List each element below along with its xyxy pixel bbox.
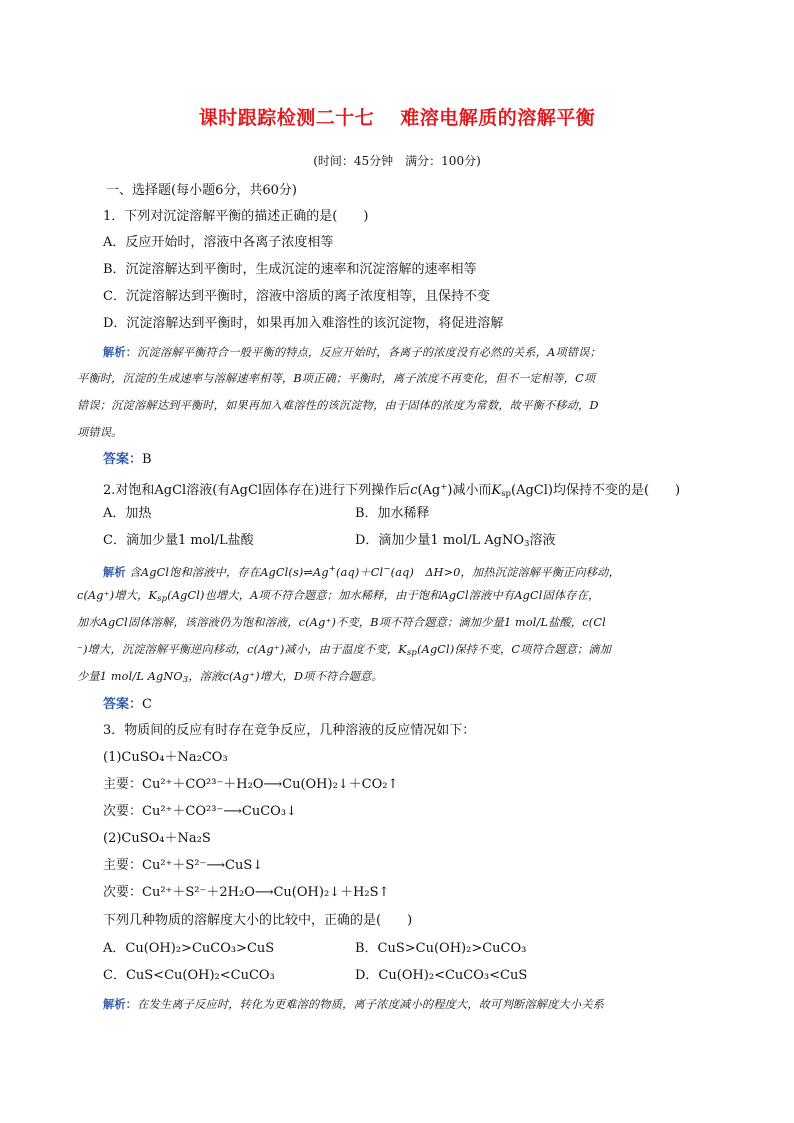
q3-reaction-2-main: 主要：Cu²⁺＋S²⁻⟶CuS↓ [103,858,264,873]
q3-reaction-1-main: 主要：Cu²⁺＋CO²³⁻＋H₂O⟶Cu(OH)₂↓＋CO₂↑ [103,777,399,792]
q1-explanation-line-3: 错误；沉淀溶解达到平衡时，如果再加入难溶性的该沉淀物，由于固体的浓度为常数，故平衡不移动，D [77,399,599,412]
q1-explanation-line-2: 平衡时，沉淀的生成速率与溶解速率相等，B项正确；平衡时，离子浓度不再变化，但不一定相等，C项 [77,372,596,385]
q3-question: 下列几种物质的溶解度大小的比较中，正确的是( ) [103,913,413,928]
section-heading: 一、选择题(每小题6分，共60分) [106,183,297,198]
q2-explanation-line-2: c(Ag⁺)增大，$K_{sp}(AgCl)$也增大，A项不符合题意；加水稀释，由于饱和AgCl溶液中有AgCl固体存在， [77,589,600,604]
q3-options-row-1 [103,940,723,958]
q3-explanation-line-1: 解析：在发生离子反应时，转化为更难溶的物质，离子浓度减小的程度大，故可判断溶解度大小关系 [103,997,605,1011]
q2-explanation-line-5: 少量1 mol/L AgNO$_3$，溶液c(Ag⁺)增大，D项不符合题意。 [77,670,383,685]
q2-explanation-line-1: 解析 含AgCl饱和溶液中，存在AgCl(s)⇌Ag+(aq)＋Cl−(aq) ΔH>0，加热沉淀溶解平衡正向移动， [103,564,620,579]
q1-stem: 1．下列对沉淀溶解平衡的描述正确的是( ) [103,209,369,224]
q1-explanation-line-1: 解析：沉淀溶解平衡符合一般平衡的特点，反应开始时，各离子的浓度没有必然的关系，A项错误； [103,345,601,359]
q1-option-c: C．沉淀溶解达到平衡时，溶液中溶质的离子浓度相等，且保持不变 [103,289,490,304]
q3-reaction-1: (1)CuSO₄＋Na₂CO₃ [103,750,228,765]
q3-option-b: B．CuS>Cu(OH)₂>CuCO₃ [355,941,527,956]
q2-explanation-label: 解析 [103,565,126,579]
q2-option-a: A．加热 [103,506,152,521]
exam-meta: (时间：45分钟 满分：100分) [313,154,481,168]
q2-option-d: D．滴加少量1 mol/L AgNO$_3$溶液 [355,533,556,549]
equilibrium-arrow-icon: ⇌ [303,566,314,579]
q2-explanation-line-4: ⁻)增大，沉淀溶解平衡逆向移动，c(Ag⁺)减小，由于温度不变，$K_{sp}(AgCl)$保持不变，C项符合题意；滴加 [77,643,612,658]
q3-option-c: C．CuS<Cu(OH)₂<CuCO₃ [103,968,275,983]
page-title [0,103,794,130]
q1-answer: 答案：B [103,452,152,467]
q3-reaction-2-minor: 次要：Cu²⁺＋S²⁻＋2H₂O⟶Cu(OH)₂↓＋H₂S↑ [103,885,390,900]
q3-options-row-2 [103,967,723,985]
q3-option-a: A．Cu(OH)₂>CuCO₃>CuS [103,941,275,956]
q2-option-c: C．滴加少量1 mol/L盐酸 [103,533,254,548]
q1-option-b: B．沉淀溶解达到平衡时，生成沉淀的速率和沉淀溶解的速率相等 [103,262,477,277]
q1-explanation-line-4: 项错误。 [77,426,123,439]
q2-options-row-1 [103,505,723,523]
q2-options-row-2 [103,532,723,550]
q1-option-a: A．反应开始时，溶液中各离子浓度相等 [103,235,334,250]
title-part-b: 难溶电解质的溶解平衡 [400,107,596,129]
q3-explanation-label: 解析： [103,997,138,1011]
q3-reaction-2: (2)CuSO₄＋Na₂S [103,831,211,846]
q2-option-b: B．加水稀释 [355,506,430,521]
q3-option-d: D．Cu(OH)₂<CuCO₃<CuS [355,968,528,983]
q1-option-d: D．沉淀溶解达到平衡时，如果再加入难溶性的该沉淀物，将促进溶解 [103,316,504,331]
q2-stem: 2.对饱和AgCl溶液(有AgCl固体存在)进行下列操作后c(Ag+)减小而$K_{sp}(AgCl)$均保持不变的是( ) [103,482,681,499]
q2-answer: 答案：C [103,697,152,712]
q2-explanation-line-3: 加水AgCl固体溶解，该溶液仍为饱和溶液，c(Ag⁺)不变，B项不符合题意；滴加少量1 mol/L盐酸，c(Cl [77,616,606,629]
title-part-a: 课时跟踪检测二十七 [198,107,375,129]
q3-stem: 3．物质间的反应有时存在竞争反应，几种溶液的反应情况如下： [103,723,476,738]
q3-reaction-1-minor: 次要：Cu²⁺＋CO²³⁻⟶CuCO₃↓ [103,804,297,819]
q1-explanation-label: 解析： [103,345,138,359]
